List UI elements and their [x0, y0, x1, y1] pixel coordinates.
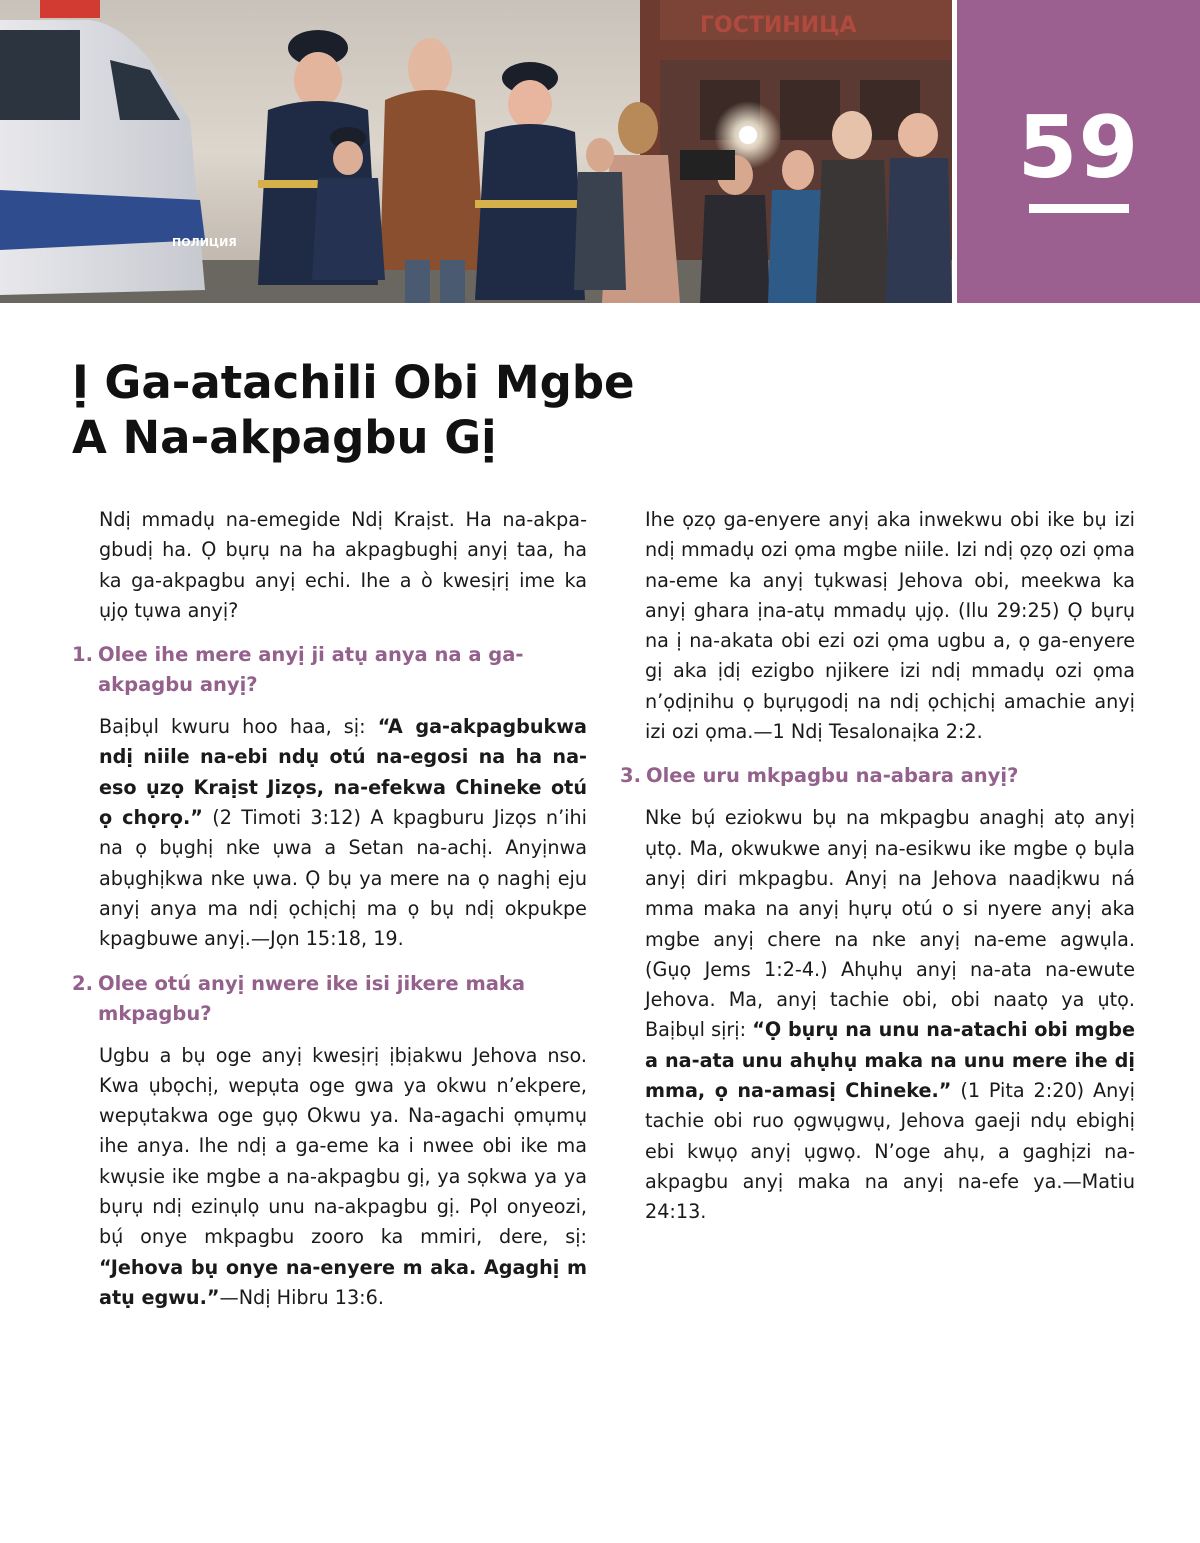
question-number: 2.	[72, 971, 93, 995]
question-3	[620, 761, 1135, 791]
question-text: Olee otú anyị nwere ike isi jikere maka mkpagbu?	[98, 971, 526, 1025]
lesson-number-underline	[1029, 204, 1129, 213]
answer-text: Ugbu a bụ oge anyị kwesịrị ịbịakwu Jehova nso. Kwa ụbọchị, wepụta oge gwa ya okwu n’ekpere, wepụtakwa oge gụọ Okwu ya. Na-agachi ọmụmụ ihe anya. Ihe ndị a ga-eme ka i nwee obi ike ma kwụsie ike mgbe a na-akpagbu gị, ya sọkwa ya ya bụrụ ndị ezinụlọ unu na-akpagbu gị. Pọl onyeozi, bụ́ onye mkpagbu zooro ka mmiri, dere, sị:	[99, 1043, 587, 1249]
answer-2-paragraph	[72, 1041, 587, 1314]
question-text: Olee uru mkpagbu na-abara anyị?	[646, 764, 1019, 788]
question-1	[72, 640, 587, 700]
right-column	[620, 505, 1135, 1228]
answer-1-paragraph	[72, 712, 587, 954]
question-text: Olee ihe mere anyị ji atụ anya na a ga-akpagbu anyị?	[98, 643, 524, 697]
answer-text: (1 Pita 2:20) Anyị tachie obi ruo ọgwụgwụ, Jehova gaeji ndụ ebighị ebi kwụọ anyị ụgwọ. N’oge ahụ, a gaghịzi na-akpagbu anyị maka na anyị na-efe ya.—Matiu 24:13.	[645, 1079, 1135, 1224]
van-label: ПОЛИЦИЯ	[172, 236, 237, 249]
building-sign: ГОСТИНИЦА	[700, 13, 857, 38]
answer-text: Baịbụl kwuru hoo haa, sị:	[99, 715, 378, 739]
question-number: 1.	[72, 643, 93, 667]
answer-text: —Ndị Hibru 13:6.	[219, 1285, 384, 1309]
answer-2-continued: Ihe ọzọ ga-enyere anyị aka inwekwu obi ike bụ izi ndị mmadụ ozi ọma mgbe niile. Izi ndị ọzọ ozi ọma na-eme ka anyị tụkwasị Jehova obi, meekwa ka anyị ghara ịna-atụ mmadụ ụjọ. (Ilu 29:25) Ọ bụrụ na ị na-akata obi ezi ozi ọma ugbu a, ọ ga-enyere gị aka ịdị ezigbo njikere izi ndị mmadụ ozi ọma n’ọdịnihu ọ bụrụgodị na ndị ọchịchị amachie anyị izi ozi ọma.—1 Ndị Tesalonaịka 2:2.	[645, 508, 1135, 744]
lesson-title	[72, 355, 635, 465]
scripture-quote: “Jehova bụ onye na-enyere m aka. Agaghị m atụ egwu.”	[99, 1255, 587, 1309]
scripture-quote: “A ga-akpagbukwa ndị niile na-ebi ndụ otú na-egosi na ha na-eso ụzọ Kraịst Jizọs, na-efekwa Chineke otú ọ chọrọ.”	[99, 715, 587, 830]
header-photo	[0, 0, 952, 303]
title-line-1: Ị Ga-atachili Obi Mgbe	[72, 356, 635, 409]
scripture-quote: “Ọ bụrụ na unu na-atachi obi mgbe a na-ata unu ahụhụ maka na unu mere ihe dị mma, ọ na-amasị Chineke.”	[645, 1018, 1136, 1103]
answer-text: Nke bụ́ eziokwu bụ na mkpagbu anaghị atọ anyị ụtọ. Ma, okwukwe anyị na-esikwu ike mgbe ọ bụla anyị diri mkpagbu. Anyị na Jehova naadịkwu ná mma maka na anyị hụrụ otú o si nyere anyị aka mgbe anyị chere na nke anyị na-eme agwụla. (Gụọ Jems 1:2-4.) Ahụhụ anyị na-ata na-ewute Jehova. Ma, anyị tachie obi, obi naatọ ya ụtọ. Baịbụl sịrị:	[645, 806, 1135, 1042]
title-line-2: A Na-akpagbu Gị	[72, 411, 497, 464]
question-2	[72, 969, 587, 1029]
arrest-scene-illustration	[0, 0, 952, 303]
lesson-number: 59	[1017, 98, 1140, 198]
question-number: 3.	[620, 764, 641, 788]
answer-3-paragraph	[620, 803, 1135, 1227]
lesson-number-box	[957, 0, 1200, 303]
intro-paragraph: Ndị mmadụ na-emegide Ndị Kraịst. Ha na-akpagbudị ha. Ọ bụrụ na ha akpagbughị anyị taa, ha ka ga-akpagbu anyị echi. Ihe a ò kwesịrị ime ka ụjọ tụwa anyị?	[99, 508, 587, 622]
left-column	[72, 505, 587, 1313]
answer-text: (2 Timoti 3:12) A kpagburu Jizọs n’ihi na ọ bụghị nke ụwa a Setan na-achị. Anyịnwa abụghịkwa nke ụwa. Ọ bụ ya mere na ọ naghị eju anyị anya ma ndị ọchịchị ma ọ bụ ndị okpukpe kpagbuwe anyị.—Jọn 15:18, 19.	[99, 806, 587, 951]
